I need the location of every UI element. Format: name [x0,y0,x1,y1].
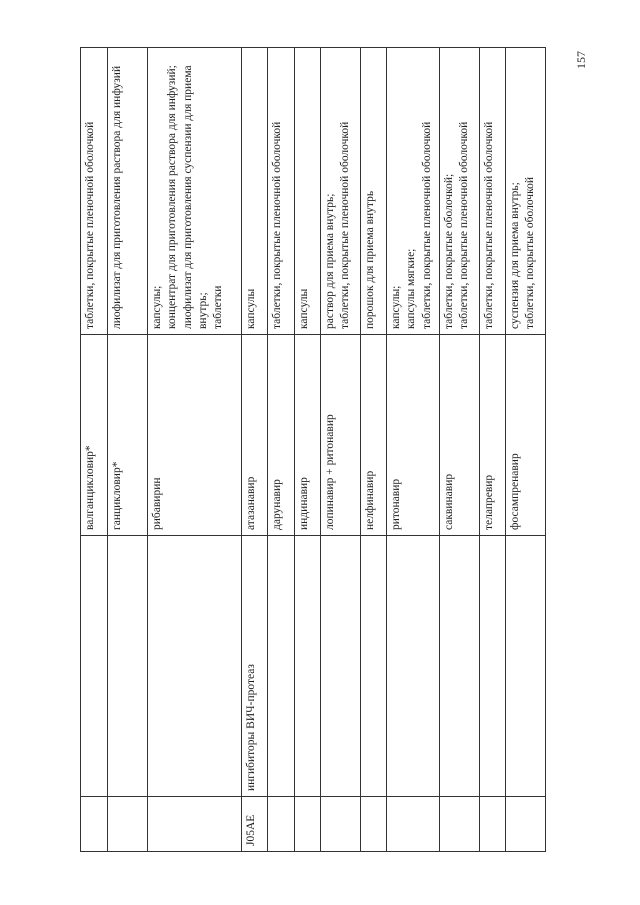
atc-code-cell [361,797,387,852]
dosage-form-cell [242,48,268,335]
dosage-form-line: капсулы; [151,285,163,329]
drug-table-body [81,48,546,852]
dosage-form-line: таблетки, покрытые оболочкой [524,177,537,329]
dosage-form-line: таблетки, покрытые пленочной оболочкой [458,121,471,329]
dosage-form-cell [440,48,480,335]
table-row [440,48,480,852]
atc-code-cell [506,797,546,852]
dosage-form-line: таблетки, покрытые оболочкой; [443,173,455,329]
page-number: 157 [574,51,588,69]
dosage-form-line: концентрат для приготовления раствора для инфузий; [166,65,179,329]
atc-code-cell [268,797,295,852]
atc-code-cell: J05AE [242,797,268,852]
dosage-form-line: капсулы; [390,285,402,329]
atc-code-cell [295,797,321,852]
atc-code-cell [108,797,148,852]
table-row [321,48,361,852]
dosage-form-line: капсулы [245,288,257,329]
dosage-form-line: капсулы мягкие; [405,248,418,329]
table-row [81,48,108,852]
dosage-form-cell [321,48,361,335]
drug-group-cell [321,536,361,797]
table-row [506,48,546,852]
dosage-form-line: таблетки, покрытые пленочной оболочкой [84,121,96,329]
drug-group-cell [480,536,506,797]
atc-code-cell [480,797,506,852]
atc-code-cell [148,797,242,852]
dosage-form-cell [480,48,506,335]
drug-group-cell [387,536,440,797]
drug-name-cell: рибавирин [148,335,242,536]
dosage-form-cell [295,48,321,335]
dosage-form-cell [148,48,242,335]
dosage-form-line: лиофилизат для приготовления раствора для инфузий [111,65,123,329]
drug-name-cell: атазанавир [242,335,268,536]
dosage-form-cell [387,48,440,335]
drug-group-cell [268,536,295,797]
dosage-form-cell [108,48,148,335]
dosage-form-cell [361,48,387,335]
drug-name-cell: дарунавир [268,335,295,536]
dosage-form-line: таблетки, покрытые пленочной оболочкой [483,121,495,329]
atc-code-cell [81,797,108,852]
dosage-form-line: лиофилизат для приготовления суспензии для приема внутрь; [181,65,209,329]
drug-name-cell: саквинавир [440,335,480,536]
drug-name-cell: телапревир [480,335,506,536]
dosage-form-line: капсулы [298,288,310,329]
dosage-form-cell [506,48,546,335]
drug-table-container [80,47,553,852]
dosage-form-line: суспензия для приема внутрь; [509,182,521,329]
atc-code-cell [387,797,440,852]
table-row [242,48,268,852]
drug-group-cell [361,536,387,797]
table-row [268,48,295,852]
drug-name-cell: валганцикловир* [81,335,108,536]
dosage-form-line: таблетки, покрытые пленочной оболочкой [420,121,433,329]
dosage-form-line: раствор для приема внутрь; [324,193,336,329]
table-row [108,48,148,852]
table-row [387,48,440,852]
atc-code-cell [440,797,480,852]
drug-table [80,47,546,852]
drug-group-cell [506,536,546,797]
drug-group-cell [108,536,148,797]
table-row [480,48,506,852]
drug-group-cell: ингибиторы ВИЧ-протеаз [242,536,268,797]
table-row [148,48,242,852]
drug-name-cell: фосампренавир [506,335,546,536]
drug-name-cell: ритонавир [387,335,440,536]
drug-group-cell [148,536,242,797]
dosage-form-cell [268,48,295,335]
drug-name-cell: ганцикловир* [108,335,148,536]
dosage-form-cell [81,48,108,335]
dosage-form-line: таблетки [212,285,225,329]
dosage-form-line: таблетки, покрытые пленочной оболочкой [339,121,352,329]
dosage-form-line: порошок для приема внутрь [364,190,376,329]
drug-name-cell: нелфинавир [361,335,387,536]
drug-group-cell [295,536,321,797]
drug-group-cell [440,536,480,797]
table-row [295,48,321,852]
drug-name-cell: индинавир [295,335,321,536]
table-row [361,48,387,852]
atc-code-cell [321,797,361,852]
dosage-form-line: таблетки, покрытые пленочной оболочкой [271,121,283,329]
drug-group-cell [81,536,108,797]
drug-name-cell: лопинавир + ритонавир [321,335,361,536]
